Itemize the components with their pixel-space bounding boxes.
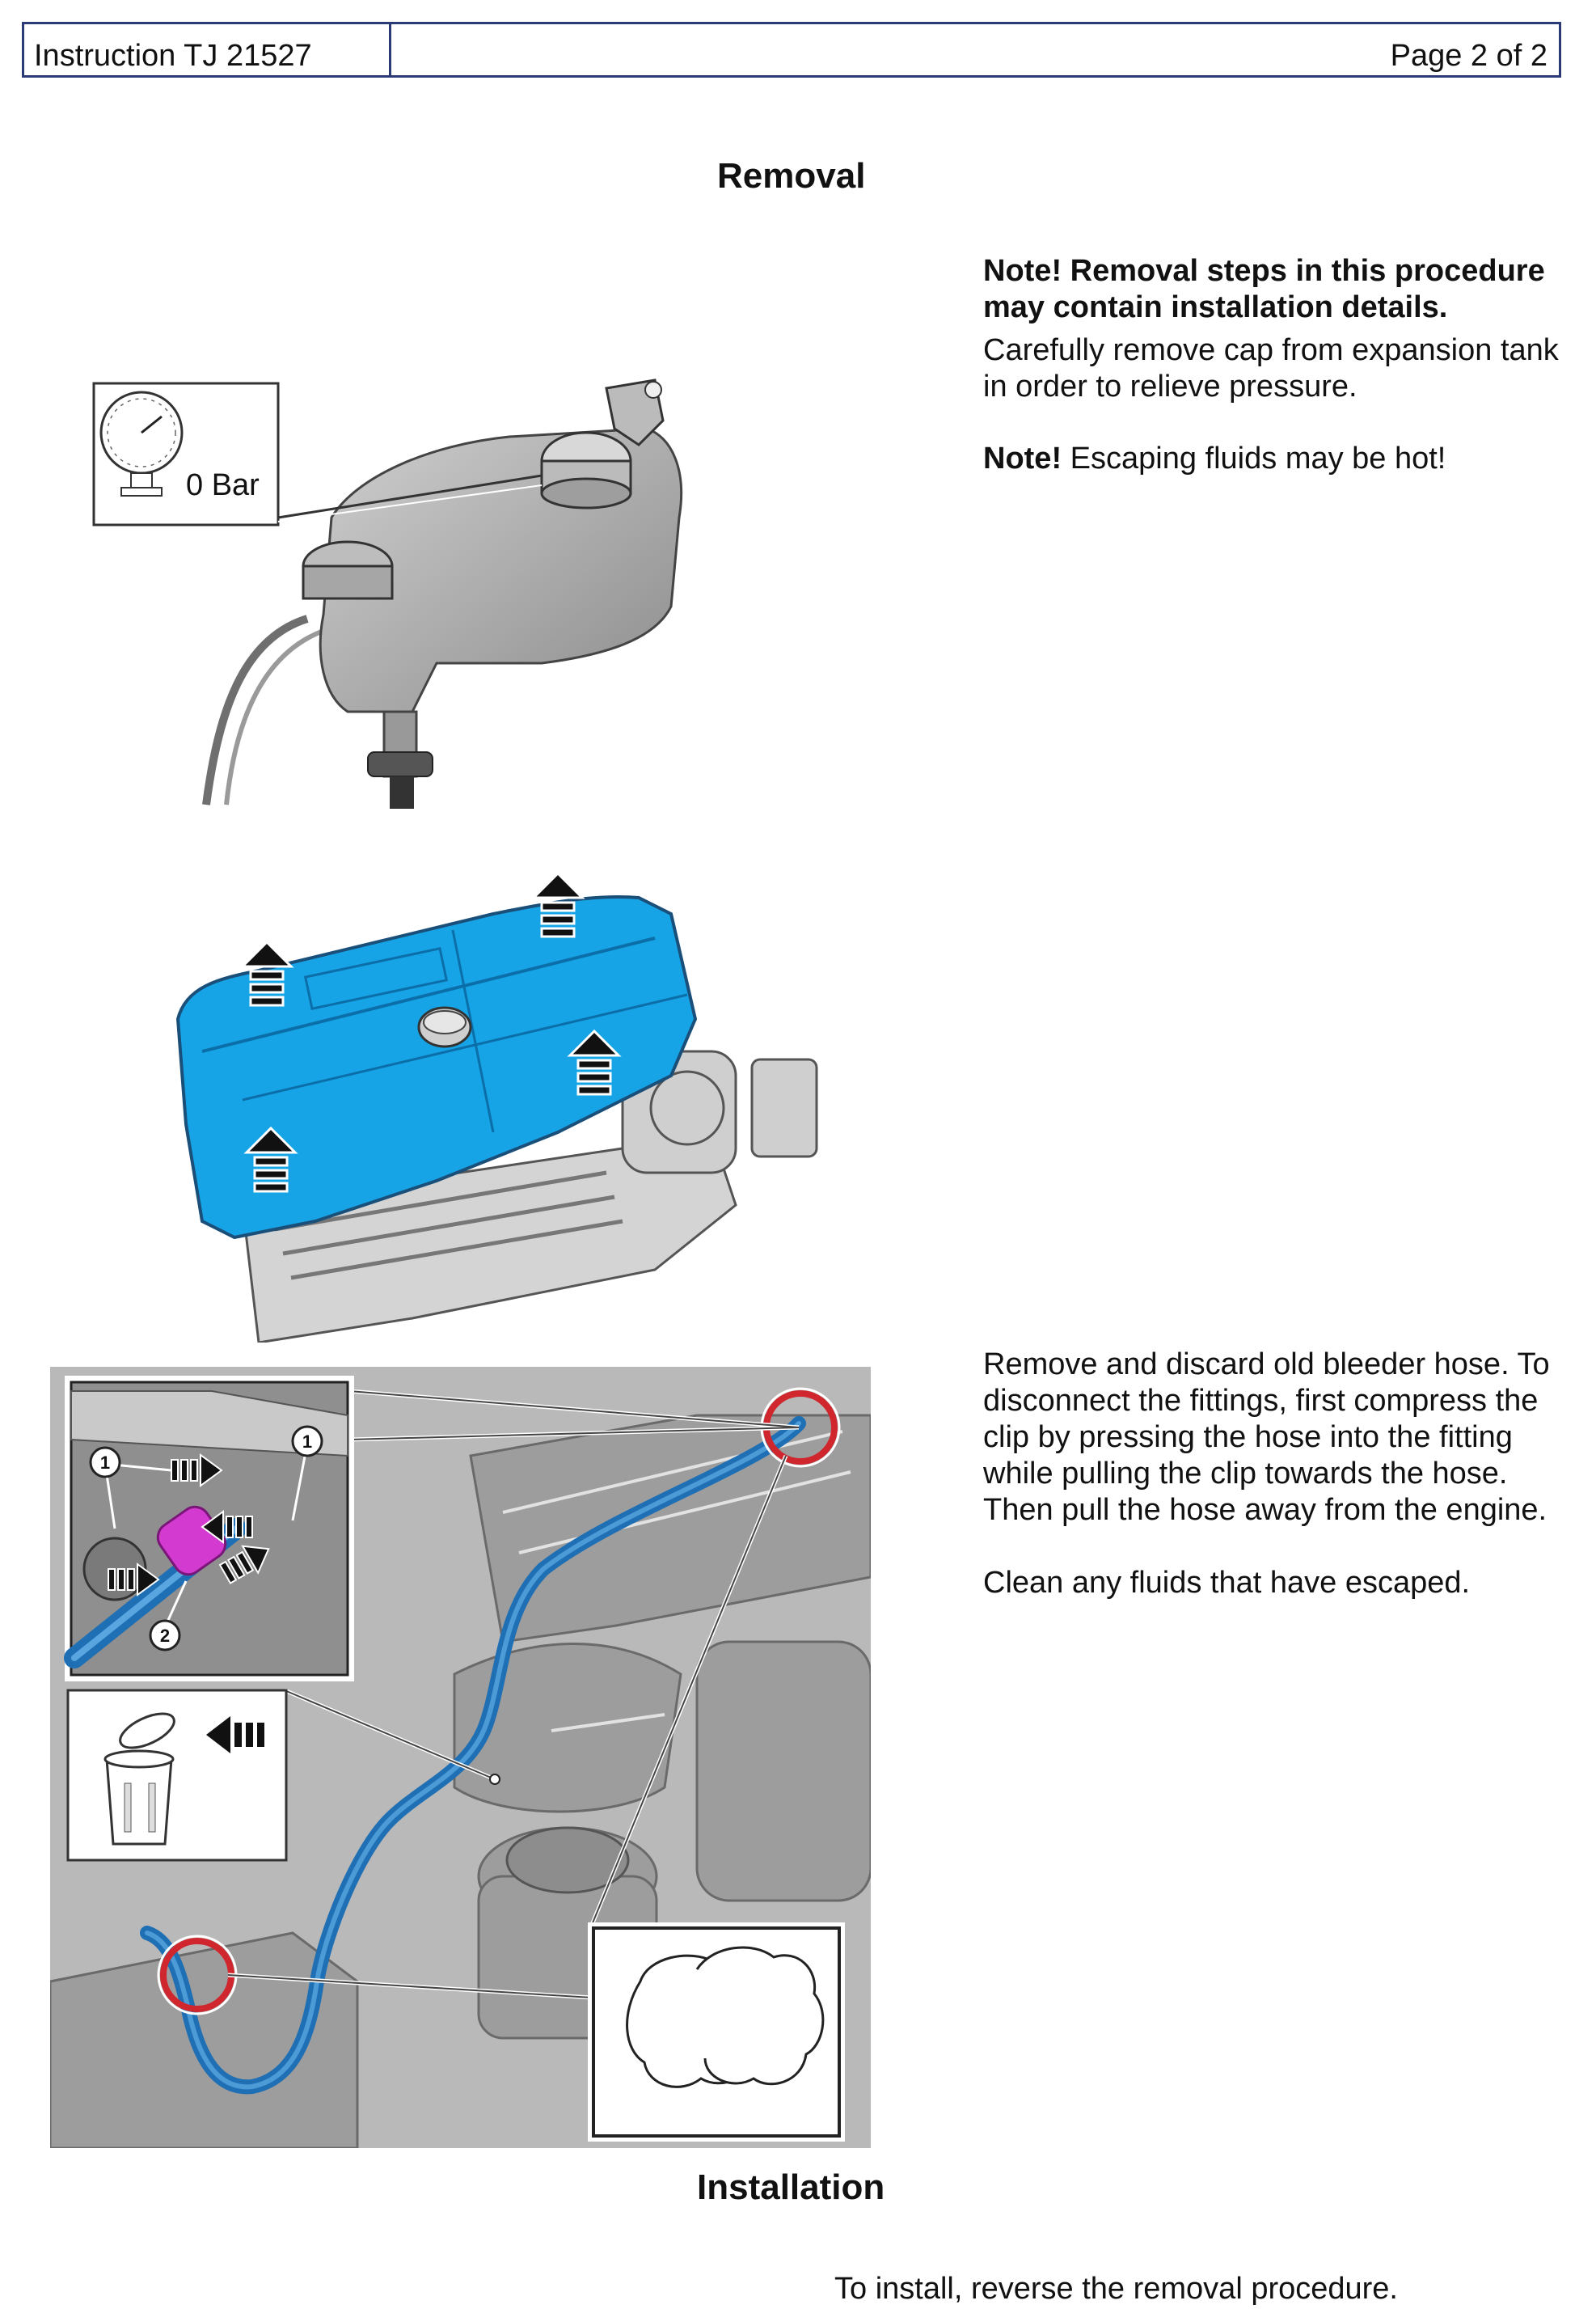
step1-text: [983, 253, 1581, 477]
bleeder-hose-instruction: Remove and discard old bleeder hose. To disconnect the fittings, first compress the clip by pressing the hose into the fitting while pulling the clip towards the hose. Then pull the hose away from the engine.: [983, 1347, 1550, 1527]
installation-text: To install, reverse the removal procedure.: [834, 2272, 1398, 2306]
document-id: Instruction TJ 21527: [24, 24, 391, 75]
bleeder-hose-figure: [50, 1367, 871, 2148]
step1-instruction: Carefully remove cap from expansion tank in order to relieve pressure.: [983, 333, 1559, 404]
discard-trash-inset: [68, 1690, 286, 1860]
cleaning-rag-inset: [590, 1925, 842, 2139]
warning-label: Note!: [983, 442, 1062, 476]
callout-1a: 1: [99, 1453, 111, 1473]
callout-1b: 1: [302, 1431, 313, 1452]
engine-cover-figure: [170, 865, 865, 1343]
expansion-tank-figure: [89, 372, 687, 809]
step3-text: [983, 1347, 1581, 1601]
installation-heading: Installation: [697, 2167, 885, 2207]
removal-heading: Removal: [717, 156, 866, 196]
fitting-detail-inset: [68, 1379, 351, 1678]
callout-2: 2: [159, 1626, 171, 1646]
page-header: [22, 22, 1561, 78]
gauge-label: 0 Bar: [186, 468, 260, 502]
hot-fluid-warning: [983, 441, 1581, 477]
page-number: Page 2 of 2: [1390, 39, 1547, 73]
note-removal: Note! Removal steps in this procedure may contain installation details.: [983, 254, 1545, 324]
warning-text: Escaping fluids may be hot!: [1062, 442, 1446, 476]
clean-fluids-instruction: Clean any fluids that have escaped.: [983, 1566, 1471, 1600]
